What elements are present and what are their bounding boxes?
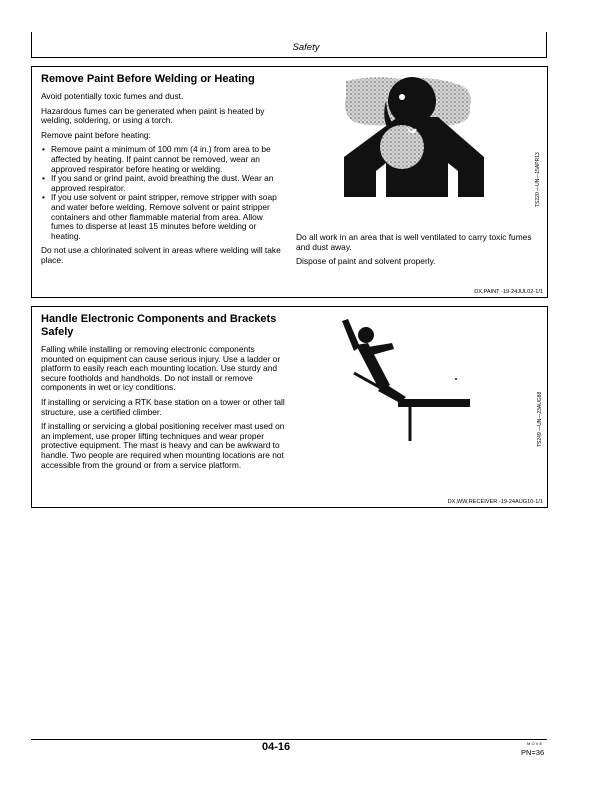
paragraph: Hazardous fumes can be generated when paint is heated by welding, soldering, or using a torch. <box>41 105 265 126</box>
image-reference-code: TS220 —UN—15APR13 <box>535 152 541 207</box>
paragraph: Dispose of paint and solvent properly. <box>296 256 436 267</box>
image-reference-code: TS249 —UN—23AUG88 <box>537 391 543 447</box>
section-remove-paint <box>31 66 548 298</box>
section-footer-code: DX,WW,RECEIVER -19-24AUG10-1/1 <box>447 499 543 505</box>
toxic-fumes-illustration <box>342 73 488 203</box>
header-rule-bottom <box>31 57 547 58</box>
page-number: 04-16 <box>262 741 291 753</box>
bullet-item: • Remove paint a minimum of 100 mm (4 in.) from area to be affected by heating. If paint cannot be removed, wear an approved respirator before heating or welding. <box>41 145 287 174</box>
paragraph: Do all work in an area that is well ventilated to carry toxic fumes and dust away. <box>296 232 532 252</box>
section-electronic-components-title: Handle Electronic Components and Brackets Safely <box>41 313 277 338</box>
falling-person-illustration <box>338 313 472 445</box>
bullet-list <box>41 145 287 241</box>
paragraph: If installing or servicing a global positioning receiver mast used on an implement, use proper lifting techniques and wear proper protective equipment. The mast is heavy and can be awkward to handle. Two people are required when mounting locations are not accessible from the ground or from a service platform. <box>41 421 285 470</box>
paragraph: Do not use a chlorinated solvent in areas where welding will take place. <box>41 245 281 265</box>
paragraph: If installing or servicing a RTK base station on a tower or other tall structure, use a certified climber. <box>41 396 285 417</box>
section-remove-paint-right-text <box>296 233 542 272</box>
section-footer-code: DX,PAINT -19-24JUL02-1/1 <box>474 289 543 295</box>
footer-small-code: M O V E <box>527 741 543 746</box>
paragraph: Falling while installing or removing electronic components mounted on equipment can cause serious injury. Use a ladder or platform to easily reach each mounting location. Use sturdy and secure footholds and handholds. Do not install or remove components in wet or icy conditions. <box>41 344 281 393</box>
section-remove-paint-text <box>41 73 287 271</box>
section-electronic-components <box>31 306 548 508</box>
section-electronic-components-text <box>41 313 287 475</box>
page-sequence-number: PN=36 <box>521 748 545 757</box>
running-header: Safety <box>292 42 320 53</box>
bullet-item: • If you sand or grind paint, avoid breathing the dust. Wear an approved respirator. <box>41 174 287 193</box>
paragraph: Remove paint before heating: <box>41 129 151 140</box>
bullet-item: • If you use solvent or paint stripper, remove stripper with soap and water before welding. Remove solvent or paint stripper containers and other flammable material from area. Allow fumes to disperse at least 15 minutes before welding or heating. <box>41 193 287 241</box>
footer-rule <box>31 739 547 740</box>
section-remove-paint-title: Remove Paint Before Welding or Heating <box>41 73 255 85</box>
paragraph: Avoid potentially toxic fumes and dust. <box>41 91 184 101</box>
